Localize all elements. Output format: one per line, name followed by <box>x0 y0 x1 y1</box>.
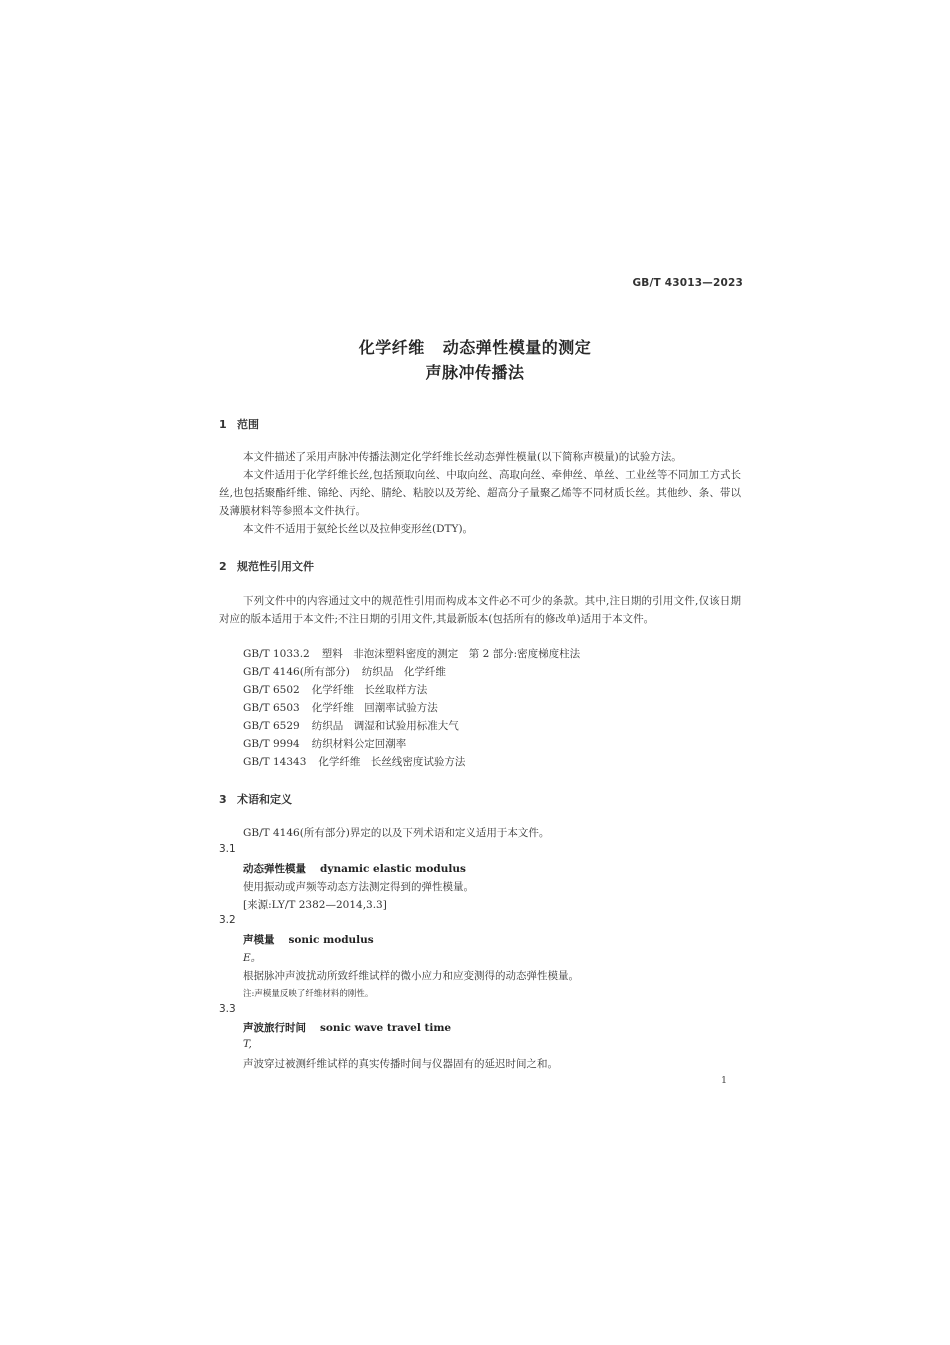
paragraph: 本文件适用于化学纤维长丝,包括预取向丝、中取向丝、高取向丝、牵伸丝、单丝、工业丝等不同加工方式长丝,也包括聚酯纤维、锦纶、丙纶、腈纶、粘胶以及芳纶、超高分子量聚乙烯等不同材质长丝。其他纱、条、带以及薄膜材料等参照本文件执行。 <box>219 469 741 517</box>
term-entry <box>243 1020 451 1035</box>
reference-item <box>243 682 427 697</box>
reference-code: GB/T 6529 <box>243 720 300 732</box>
section-title: 范围 <box>237 418 259 431</box>
reference-code: GB/T 6502 <box>243 684 300 696</box>
section-number: 2 <box>219 560 227 573</box>
term-note: 注:声模量反映了纤维材料的刚性。 <box>243 989 374 999</box>
term-definition: 根据脉冲声波扰动所致纤维试样的微小应力和应变测得的动态弹性模量。 <box>243 970 579 982</box>
reference-title: 化学纤维 回潮率试验方法 <box>311 702 438 714</box>
reference-item <box>243 736 406 751</box>
paragraph: 下列文件中的内容通过文中的规范性引用而构成本文件必不可少的条款。其中,注日期的引用文件,仅该日期对应的版本适用于本文件;不注日期的引用文件,其最新版本(包括所有的修改单)适用于本文件。 <box>219 595 741 625</box>
reference-title: 塑料 非泡沫塑料密度的测定 第 2 部分:密度梯度柱法 <box>321 648 581 660</box>
term-number: 3.3 <box>219 1003 236 1015</box>
term-entry <box>243 861 466 876</box>
term-chinese: 声波旅行时间 <box>243 1022 306 1034</box>
term-chinese: 动态弹性模量 <box>243 863 306 875</box>
paragraph: 本文件不适用于氨纶长丝以及拉伸变形丝(DTY)。 <box>243 523 474 535</box>
reference-item <box>243 700 438 715</box>
title-part-a: 化学纤维 <box>358 338 425 357</box>
reference-title: 纺织品 化学纤维 <box>361 666 446 678</box>
section-heading-scope <box>219 416 259 432</box>
section-title: 规范性引用文件 <box>237 560 314 573</box>
reference-code: GB/T 14343 <box>243 756 307 768</box>
page-number: 1 <box>721 1075 728 1086</box>
term-english: sonic wave travel time <box>320 1022 452 1034</box>
reference-code: GB/T 6503 <box>243 702 300 714</box>
paragraph: GB/T 4146(所有部分)界定的以及下列术语和定义适用于本文件。 <box>243 827 550 839</box>
reference-item <box>243 754 465 769</box>
document-title-line2: 声脉冲传播法 <box>425 363 525 382</box>
term-number: 3.2 <box>219 914 236 926</box>
section-number: 1 <box>219 418 227 431</box>
reference-item <box>243 718 459 733</box>
reference-title: 纺织材料公定回潮率 <box>311 738 407 750</box>
paragraph: 本文件描述了采用声脉冲传播法测定化学纤维长丝动态弹性模量(以下简称声模量)的试验方法。 <box>243 451 682 463</box>
document-title-line1 <box>0 335 950 358</box>
term-source: [来源:LY/T 2382—2014,3.3] <box>243 899 387 911</box>
term-symbol: E。 <box>243 952 262 964</box>
reference-item <box>243 664 446 679</box>
reference-code: GB/T 4146(所有部分) <box>243 666 350 678</box>
reference-title: 纺织品 调湿和试验用标准大气 <box>311 720 459 732</box>
section-heading-normative-references <box>219 558 314 574</box>
reference-code: GB/T 1033.2 <box>243 648 310 660</box>
section-number: 3 <box>219 793 227 806</box>
term-definition: 使用振动或声频等动态方法测定得到的弹性模量。 <box>243 881 474 893</box>
standard-number: GB/T 43013—2023 <box>632 277 743 289</box>
term-symbol: T, <box>243 1038 252 1050</box>
reference-code: GB/T 9994 <box>243 738 300 750</box>
section-title: 术语和定义 <box>237 793 292 806</box>
term-definition: 声波穿过被测纤维试样的真实传播时间与仪器固有的延迟时间之和。 <box>243 1058 558 1070</box>
reference-title: 化学纤维 长丝取样方法 <box>311 684 428 696</box>
term-entry <box>243 932 374 947</box>
title-part-b: 动态弹性模量的测定 <box>442 338 592 357</box>
term-chinese: 声模量 <box>243 934 275 946</box>
term-english: sonic modulus <box>288 934 374 946</box>
term-english: dynamic elastic modulus <box>320 863 466 875</box>
reference-title: 化学纤维 长丝线密度试验方法 <box>318 756 466 768</box>
term-number: 3.1 <box>219 843 236 855</box>
reference-item <box>243 646 580 661</box>
section-heading-terms-and-definitions <box>219 791 292 807</box>
